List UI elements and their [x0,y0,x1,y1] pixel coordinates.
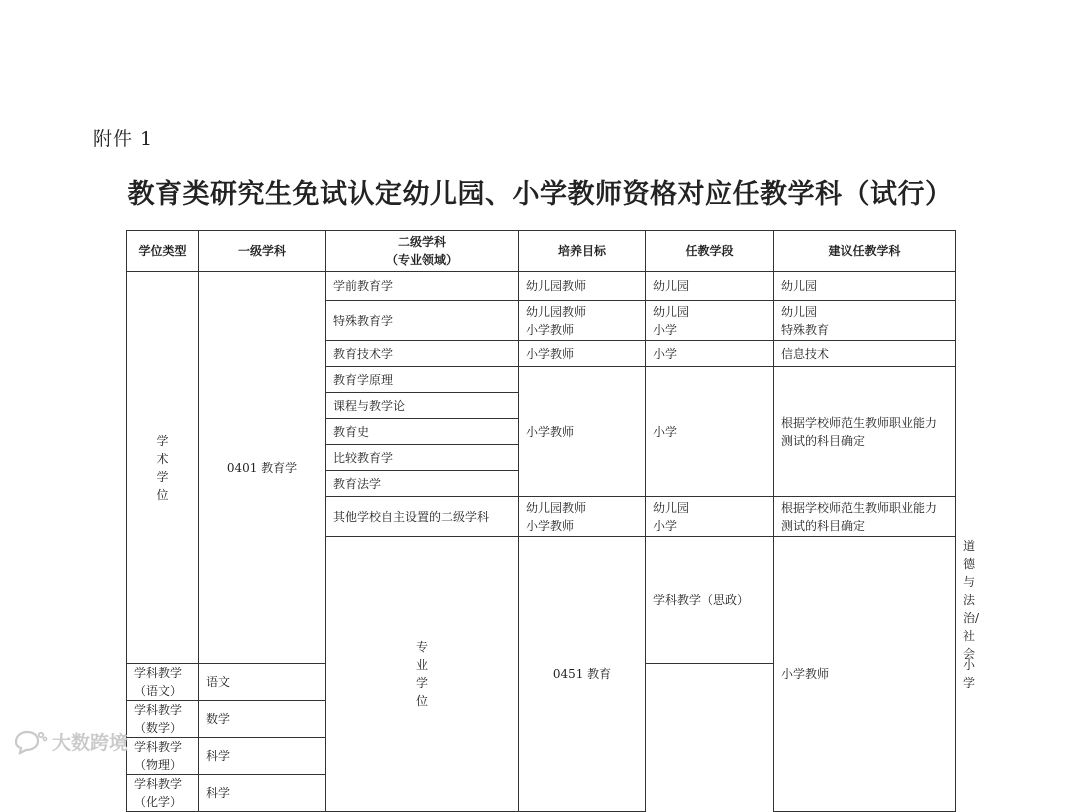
watermark [12,728,128,755]
training-goal-cell: 小学教师 [774,537,956,812]
header-teaching-stage: 任教学段 [646,231,774,272]
second-level-cell: 教育法学 [326,471,519,497]
chat-bubble-logo-icon [12,729,48,755]
header-first-level: 一级学科 [199,231,326,272]
suggested-subject-cell: 幼儿园 特殊教育 [774,301,956,341]
second-level-cell: 学科教学（语文） [127,664,199,701]
training-goal-cell: 幼儿园教师 小学教师 [519,497,646,537]
suggested-subject-cell: 科学 [199,738,326,775]
suggested-subject-cell: 科学 [199,775,326,812]
second-level-cell: 其他学校自主设置的二级学科 [326,497,519,537]
first-level-0401: 0401 教育学 [199,272,326,664]
header-degree-type: 学位类型 [127,231,199,272]
teaching-stage-cell: 小学 [646,341,774,367]
document-title: 教育类研究生免试认定幼儿园、小学教师资格对应任教学科（试行） [127,179,953,210]
suggested-subject-cell: 信息技术 [774,341,956,367]
second-level-cell: 特殊教育学 [326,301,519,341]
suggested-subject-cell: 语文 [199,664,326,701]
second-level-cell: 教育史 [326,419,519,445]
teaching-stage-cell: 小学 [646,367,774,497]
watermark-text: 大数跨境 [52,732,129,754]
suggested-subject-cell: 幼儿园 [774,272,956,301]
teaching-stage-cell: 幼儿园 小学 [646,497,774,537]
training-goal-cell: 幼儿园教师 [519,272,646,301]
header-training-goal: 培养目标 [519,231,646,272]
training-goal-cell: 幼儿园教师 小学教师 [519,301,646,341]
second-level-cell: 学科教学（数学） [127,701,199,738]
suggested-subject-cell: 根据学校师范生教师职业能力 测试的科目确定 [774,367,956,497]
header-suggested-subject: 建议任教学科 [774,231,956,272]
degree-type-academic: 学 术 学 位 [127,272,199,664]
degree-type-professional: 专 业 学 位 [326,537,519,812]
teaching-stage-cell: 幼儿园 [646,272,774,301]
header-second-level: 二级学科 （专业领域） [326,231,519,272]
table-header-row [127,231,956,272]
second-level-cell: 学科教学（物理） [127,738,199,775]
first-level-0451: 0451 教育 [519,537,646,812]
second-level-cell: 课程与教学论 [326,393,519,419]
second-level-cell: 学前教育学 [326,272,519,301]
second-level-cell: 学科教学（化学） [127,775,199,812]
suggested-subject-cell: 数学 [199,701,326,738]
second-level-cell: 教育技术学 [326,341,519,367]
second-level-cell: 教育学原理 [326,367,519,393]
table-row: 专 业 学 位 0451 教育 学科教学（思政） 小学教师 小学 道德与法治/社会 [127,537,956,664]
teaching-stage-cell: 幼儿园 小学 [646,301,774,341]
second-level-cell: 学科教学（思政） [646,537,774,664]
suggested-subject-cell: 根据学校师范生教师职业能力 测试的科目确定 [774,497,956,537]
attachment-label: 附件 1 [93,128,154,150]
table-row [127,272,956,301]
training-goal-cell: 小学教师 [519,341,646,367]
training-goal-cell: 小学教师 [519,367,646,497]
teaching-subject-table [126,230,980,812]
second-level-cell: 比较教育学 [326,445,519,471]
